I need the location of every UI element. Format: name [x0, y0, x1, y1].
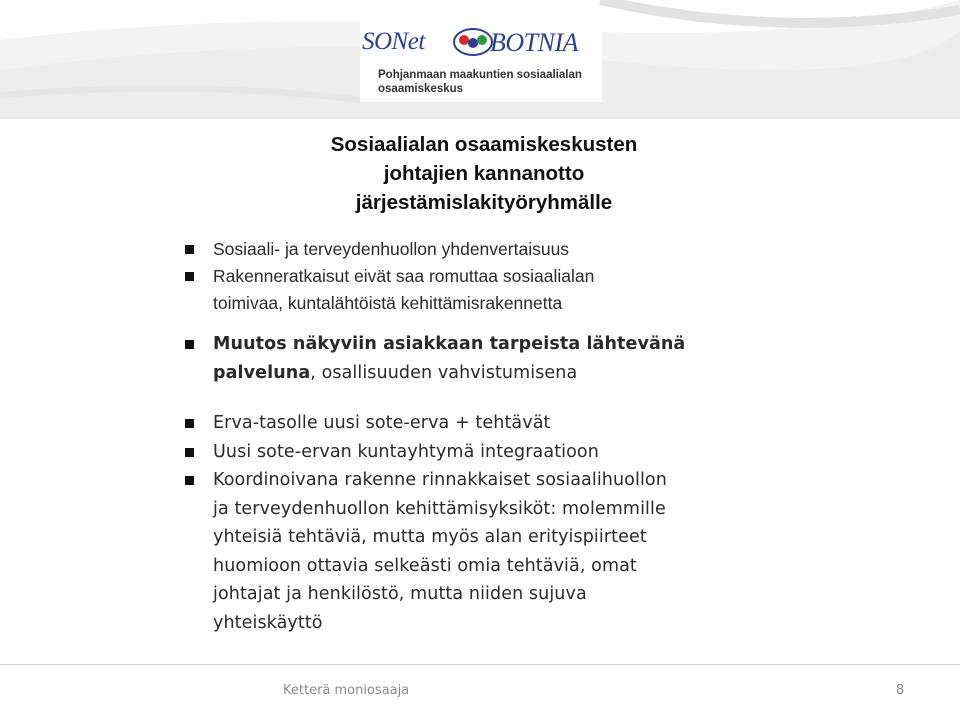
logo-subtitle-line: Pohjanmaan maakuntien sosiaalialan	[378, 69, 582, 81]
bullet-text: Koordinoivana rakenne rinnakkaiset sosiaalihuollon	[213, 470, 667, 490]
bullet-text: Sosiaali- ja terveydenhuollon yhdenvertaisuus	[213, 239, 570, 259]
bullet-text: huomioon ottavia selkeästi omia tehtäviä, omat	[213, 555, 637, 576]
square-bullet-icon	[185, 419, 194, 428]
logo-name-left: SONet	[362, 28, 425, 55]
logo-name-right: BOTNIA	[490, 28, 578, 57]
square-bullet-icon	[185, 272, 194, 281]
title-line: Sosiaalialan osaamiskeskusten	[330, 133, 638, 156]
bullet-text: Rakenneratkaisut eivät saa romuttaa sosiaalialan	[213, 266, 595, 286]
bullet-item	[182, 236, 922, 263]
bullet-text: johtajat ja henkilöstö, mutta niiden sujuva	[213, 584, 587, 604]
bullet-text: ja terveydenhuollon kehittämisyksiköt: molemmille	[213, 498, 666, 519]
bullet-text: , osallisuuden vahvistumisena	[310, 362, 578, 383]
bullet-list	[182, 236, 922, 637]
bullet-text: Uusi sote-ervan kuntayhtymä integraatioon	[213, 441, 599, 462]
slide-title	[170, 130, 798, 217]
logo-subtitle-line: osaamiskeskus	[378, 83, 464, 95]
square-bullet-icon	[185, 448, 194, 457]
square-bullet-icon	[185, 476, 194, 485]
bullet-text-bold: palveluna	[213, 362, 311, 383]
bullet-text: Erva-tasolle uusi sote-erva + tehtävät	[213, 413, 551, 433]
title-line: järjestämislakityöryhmälle	[355, 191, 613, 214]
sonet-botnia-logo	[360, 12, 602, 102]
bullet-text: yhteiskäyttö	[213, 612, 323, 633]
title-line: johtajien kannanotto	[383, 162, 585, 185]
bullet-item	[182, 263, 922, 317]
footer-divider	[0, 664, 960, 665]
bullet-item	[182, 330, 922, 387]
logo-subtitle	[378, 68, 598, 96]
header-divider	[0, 117, 960, 119]
page-number: 8	[896, 683, 905, 698]
bullet-item	[182, 438, 922, 467]
logo-mark-icon	[453, 26, 493, 58]
bullet-text: Muutos näkyviin asiakkaan tarpeista lähtevänä	[213, 334, 686, 354]
square-bullet-icon	[185, 340, 194, 349]
footer-label: Ketterä moniosaaja	[283, 683, 410, 698]
bullet-item	[182, 409, 922, 438]
bullet-item	[182, 466, 922, 637]
bullet-text: yhteisiä tehtäviä, mutta myös alan erityispiirteet	[213, 527, 647, 547]
square-bullet-icon	[185, 245, 194, 254]
bullet-text: toimivaa, kuntalähtöistä kehittämisrakennetta	[213, 293, 563, 313]
